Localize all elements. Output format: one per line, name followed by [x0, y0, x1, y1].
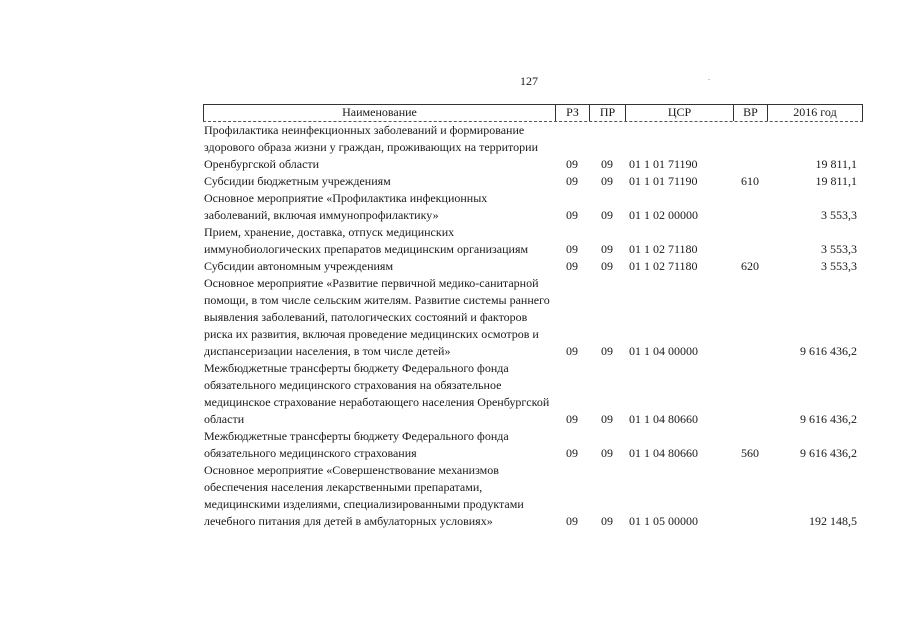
row-rz: 09: [566, 344, 578, 358]
row-pr: 09: [601, 412, 613, 426]
row-vr: 620: [741, 259, 759, 273]
row-csr: 01 1 01 71190: [629, 157, 698, 171]
header-csr: ЦСР: [625, 105, 733, 121]
table-row: [203, 122, 863, 173]
row-rz: 09: [566, 242, 578, 256]
table-row: [203, 462, 863, 530]
row-rz: 09: [566, 446, 578, 460]
row-pr: 09: [601, 446, 613, 460]
row-sum: 19 811,1: [815, 157, 857, 171]
row-name: Основное мероприятие «Профилактика инфекционных заболеваний, включая иммунопрофилактику»: [204, 191, 488, 222]
table-row: [203, 275, 863, 360]
row-rz: 09: [566, 174, 578, 188]
row-csr: 01 1 04 80660: [629, 446, 698, 460]
row-vr: 560: [741, 446, 759, 460]
row-csr: 01 1 02 71180: [629, 259, 698, 273]
row-csr: 01 1 05 00000: [629, 514, 698, 528]
header-vr: ВР: [733, 105, 767, 121]
row-rz: 09: [566, 259, 578, 273]
row-rz: 09: [566, 514, 578, 528]
row-name: Прием, хранение, доставка, отпуск медицинских иммунобиологических препаратов медицинским организациям: [204, 225, 529, 256]
budget-table: [203, 104, 863, 530]
row-rz: 09: [566, 157, 578, 171]
row-name: Основное мероприятие «Совершенствование механизмов обеспечения населения лекарственными препаратами, медицинскими изделиями, специализированными продуктами лечебного питания для детей в амбулаторных условиях»: [204, 463, 524, 528]
table-header: [203, 104, 863, 122]
row-pr: 09: [601, 208, 613, 222]
row-pr: 09: [601, 259, 613, 273]
row-name: Субсидии бюджетным учреждениям: [204, 174, 391, 188]
header-pr: ПР: [589, 105, 625, 121]
row-pr: 09: [601, 157, 613, 171]
row-sum: 9 616 436,2: [800, 344, 857, 358]
row-name: Профилактика неинфекционных заболеваний и формирование здорового образа жизни у граждан, проживающих на территории Оренбургской области: [204, 123, 538, 171]
row-pr: 09: [601, 174, 613, 188]
header-name: Наименование: [203, 105, 555, 121]
table-row: [203, 360, 863, 428]
row-sum: 19 811,1: [815, 174, 857, 188]
row-pr: 09: [601, 242, 613, 256]
row-csr: 01 1 02 00000: [629, 208, 698, 222]
row-pr: 09: [601, 514, 613, 528]
table-row: [203, 258, 863, 275]
row-name: Субсидии автономным учреждениям: [204, 259, 394, 273]
row-sum: 3 553,3: [821, 259, 857, 273]
row-name: Межбюджетные трансферты бюджету Федерального фонда обязательного медицинского страхования на обязательное медицинское страхование неработающего населения Оренбургской области: [204, 361, 550, 426]
row-csr: 01 1 01 71190: [629, 174, 698, 188]
table-row: [203, 428, 863, 462]
row-rz: 09: [566, 412, 578, 426]
row-name: Основное мероприятие «Развитие первичной медико-санитарной помощи, в том числе сельским жителям. Развитие системы раннего выявления заболеваний, патологических состояний и факторов риска их развития, включая проведение медицинских осмотров и диспансеризации населения, в том числе детей»: [204, 276, 550, 358]
table-row: [203, 190, 863, 224]
row-csr: 01 1 04 00000: [629, 344, 698, 358]
header-sum: 2016 год: [767, 105, 863, 121]
scan-mark: .: [708, 73, 710, 82]
row-sum: 9 616 436,2: [800, 412, 857, 426]
row-rz: 09: [566, 208, 578, 222]
row-sum: 192 148,5: [809, 514, 857, 528]
row-sum: 9 616 436,2: [800, 446, 857, 460]
row-sum: 3 553,3: [821, 208, 857, 222]
row-csr: 01 1 04 80660: [629, 412, 698, 426]
table-row: [203, 173, 863, 190]
row-name: Межбюджетные трансферты бюджету Федерального фонда обязательного медицинского страхования: [204, 429, 509, 460]
row-vr: 610: [741, 174, 759, 188]
page-number: 127: [520, 74, 538, 88]
row-csr: 01 1 02 71180: [629, 242, 698, 256]
header-rz: РЗ: [555, 105, 589, 121]
row-pr: 09: [601, 344, 613, 358]
table-row: [203, 224, 863, 258]
row-sum: 3 553,3: [821, 242, 857, 256]
